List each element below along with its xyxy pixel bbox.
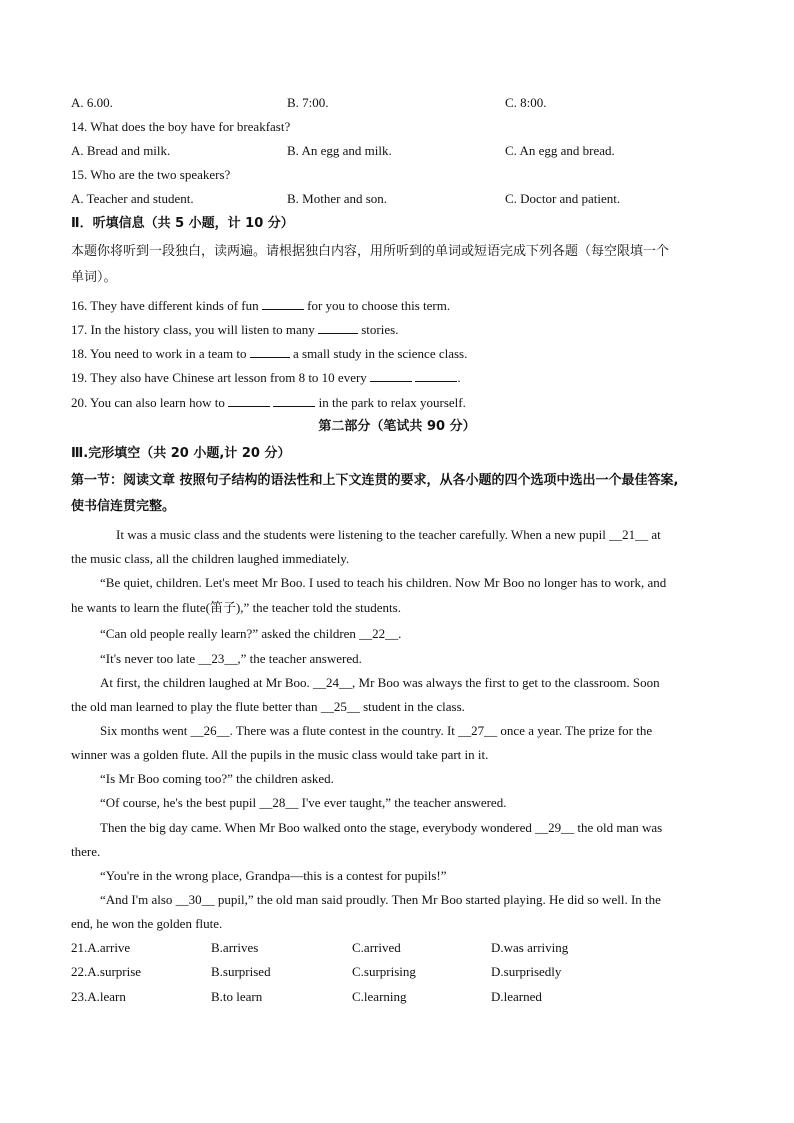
answer-blank[interactable] bbox=[415, 369, 457, 382]
question-14: 14. What does the boy have for breakfast? bbox=[71, 119, 291, 134]
q16-text-b: for you to choose this term. bbox=[303, 298, 451, 313]
section-2-instruction-line1: 本题你将听到一段独白，读两遍。请根据独白内容，用所听到的单词或短语完成下列各题（每空限填一个 bbox=[71, 244, 670, 259]
passage-p5-line1 bbox=[100, 675, 660, 691]
question-17 bbox=[71, 321, 398, 338]
option-a: A. Bread and milk. bbox=[71, 143, 171, 158]
section-2-heading: Ⅱ．听填信息（共 5 小题，计 10 分） bbox=[71, 216, 294, 231]
choice-b[interactable]: B.surprised bbox=[211, 964, 271, 979]
answer-blank[interactable] bbox=[250, 345, 290, 358]
passage-text: “Of course, he's the best pupil bbox=[100, 795, 260, 810]
section-3-heading: Ⅲ.完形填空（共 20 小题,计 20 分） bbox=[71, 446, 291, 461]
passage-p10: “You're in the wrong place, Grandpa—this is a contest for pupils!” bbox=[100, 868, 447, 883]
choice-c[interactable]: C.surprising bbox=[352, 964, 416, 979]
blank-22[interactable]: __22__ bbox=[359, 626, 399, 641]
answer-blank[interactable] bbox=[262, 297, 304, 310]
q20-text-a: 20. You can also learn how to bbox=[71, 395, 225, 410]
passage-p7: “Is Mr Boo coming too?” the children asked. bbox=[100, 771, 334, 786]
passage-p1-line1 bbox=[116, 527, 661, 543]
passage-p2-line1: “Be quiet, children. Let's meet Mr Boo. I used to teach his children. Now Mr Boo no longer has to work, and bbox=[100, 575, 667, 590]
passage-text: At first, the children laughed at Mr Boo. bbox=[100, 675, 314, 690]
passage-text: It was a music class and the students were listening to the teacher carefully. When a new pupil bbox=[116, 527, 610, 542]
blank-23[interactable]: __23__ bbox=[198, 651, 238, 666]
option-c: C. Doctor and patient. bbox=[505, 191, 621, 206]
passage-text: I've ever taught,” the teacher answered. bbox=[298, 795, 507, 810]
blank-25[interactable]: __25__ bbox=[320, 699, 360, 714]
passage-p6-line2: winner was a golden flute. All the pupils in the music class would take part in it. bbox=[71, 747, 489, 762]
passage-text: , Mr Boo was always the first to get to the classroom. Soon bbox=[352, 675, 660, 690]
choice-a[interactable]: 21.A.arrive bbox=[71, 940, 131, 955]
blank-29[interactable]: __29__ bbox=[535, 820, 575, 835]
passage-p11-line1 bbox=[100, 892, 661, 908]
blank-24[interactable]: __24__ bbox=[313, 675, 353, 690]
choice-d[interactable]: D.was arriving bbox=[491, 940, 569, 955]
option-b: B. An egg and milk. bbox=[287, 143, 392, 158]
q17-text-b: stories. bbox=[357, 322, 399, 337]
q17-text-a: 17. In the history class, you will listen to many bbox=[71, 322, 315, 337]
q18-text-a: 18. You need to work in a team to bbox=[71, 346, 247, 361]
section-3-instruction-line1: 第一节：阅读文章 按照句子结构的语法性和上下文连贯的要求，从各小题的四个选项中选出一个最佳答案, bbox=[71, 473, 679, 488]
passage-text: at bbox=[648, 527, 661, 542]
blank-28[interactable]: __28__ bbox=[259, 795, 299, 810]
answer-blank[interactable] bbox=[228, 394, 270, 407]
choice-b[interactable]: B.arrives bbox=[211, 940, 259, 955]
passage-p2-line2: he wants to learn the flute(笛子),” the teacher told the students. bbox=[71, 600, 401, 615]
question-15: 15. Who are the two speakers? bbox=[71, 167, 231, 182]
option-a: A. Teacher and student. bbox=[71, 191, 194, 206]
option-b: B. Mother and son. bbox=[287, 191, 388, 206]
passage-text: “And I'm also bbox=[100, 892, 176, 907]
passage-text: the old man was bbox=[574, 820, 663, 835]
answer-blank[interactable] bbox=[318, 321, 358, 334]
question-19 bbox=[71, 369, 461, 386]
passage-text: Then the big day came. When Mr Boo walked onto the stage, everybody wondered bbox=[100, 820, 536, 835]
choice-d[interactable]: D.surprisedly bbox=[491, 964, 562, 979]
q19-text-b: . bbox=[457, 370, 461, 385]
passage-text: “It's never too late bbox=[100, 651, 199, 666]
q20-text-b: in the park to relax yourself. bbox=[315, 395, 466, 410]
choice-c[interactable]: C.learning bbox=[352, 989, 407, 1004]
passage-text: “Can old people really learn?” asked the children bbox=[100, 626, 360, 641]
passage-text: ,” the teacher answered. bbox=[237, 651, 362, 666]
passage-p1-line2: the music class, all the children laughed immediately. bbox=[71, 551, 350, 566]
passage-text: student in the class. bbox=[359, 699, 465, 714]
q18-text-b: a small study in the science class. bbox=[289, 346, 468, 361]
passage-text: . bbox=[398, 626, 402, 641]
question-18 bbox=[71, 345, 467, 362]
passage-p4 bbox=[100, 651, 362, 667]
passage-p3 bbox=[100, 626, 401, 642]
q19-text-a: 19. They also have Chinese art lesson from 8 to 10 every bbox=[71, 370, 367, 385]
passage-p6-line1 bbox=[100, 723, 652, 739]
blank-30[interactable]: __30__ bbox=[175, 892, 215, 907]
option-c: C. An egg and bread. bbox=[505, 143, 615, 158]
passage-text: Six months went bbox=[100, 723, 191, 738]
section-2-instruction-line2: 单词）。 bbox=[71, 270, 117, 285]
passage-p8 bbox=[100, 795, 506, 811]
passage-text: the old man learned to play the flute better than bbox=[71, 699, 321, 714]
choice-a[interactable]: 22.A.surprise bbox=[71, 964, 142, 979]
blank-21[interactable]: __21__ bbox=[609, 527, 649, 542]
passage-text: once a year. The prize for the bbox=[497, 723, 653, 738]
choice-a[interactable]: 23.A.learn bbox=[71, 989, 126, 1004]
question-20 bbox=[71, 394, 466, 411]
part-2-title: 第二部分（笔试共 90 分） bbox=[318, 419, 476, 434]
passage-p5-line2 bbox=[71, 699, 465, 715]
option-c: C. 8:00. bbox=[505, 95, 547, 110]
answer-blank[interactable] bbox=[273, 394, 315, 407]
option-b: B. 7:00. bbox=[287, 95, 329, 110]
blank-26[interactable]: __26__ bbox=[190, 723, 230, 738]
passage-p11-line2: end, he won the golden flute. bbox=[71, 916, 223, 931]
choice-b[interactable]: B.to learn bbox=[211, 989, 263, 1004]
passage-text: pupil,” the old man said proudly. Then Mr Boo started playing. He did so well. In the bbox=[214, 892, 661, 907]
question-16 bbox=[71, 297, 450, 314]
option-a: A. 6.00. bbox=[71, 95, 113, 110]
passage-text: . There was a flute contest in the country. It bbox=[229, 723, 459, 738]
blank-27[interactable]: __27__ bbox=[458, 723, 498, 738]
passage-p9-line1 bbox=[100, 820, 662, 836]
choice-c[interactable]: C.arrived bbox=[352, 940, 401, 955]
answer-blank[interactable] bbox=[370, 369, 412, 382]
q16-text-a: 16. They have different kinds of fun bbox=[71, 298, 259, 313]
section-3-instruction-line2: 使书信连贯完整。 bbox=[71, 499, 176, 514]
passage-p9-line2: there. bbox=[71, 844, 101, 859]
choice-d[interactable]: D.learned bbox=[491, 989, 542, 1004]
